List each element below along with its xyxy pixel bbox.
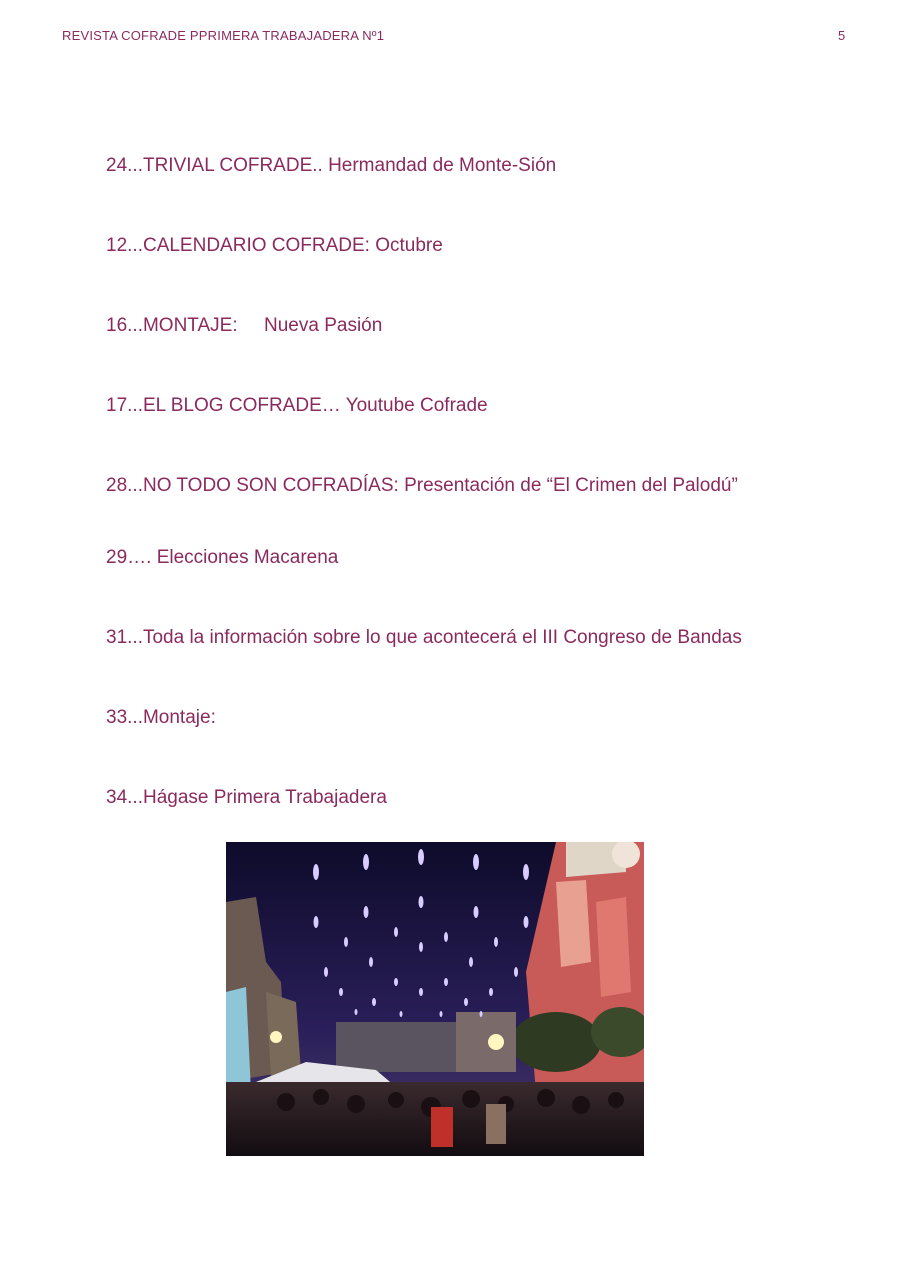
street-lights-photo xyxy=(226,842,644,1156)
toc-item: 17...EL BLOG COFRADE… Youtube Cofrade xyxy=(106,395,488,416)
toc-item: 12...CALENDARIO COFRADE: Octubre xyxy=(106,235,443,256)
toc-item: 29…. Elecciones Macarena xyxy=(106,547,339,568)
toc-item: 16...MONTAJE: Nueva Pasión xyxy=(106,315,383,336)
running-header-title: REVISTA COFRADE PPRIMERA TRABAJADERA Nº1 xyxy=(62,28,385,43)
toc-item: 24...TRIVIAL COFRADE.. Hermandad de Monte-Sión xyxy=(106,155,557,176)
page-number: 5 xyxy=(838,28,846,43)
photo-illustration xyxy=(226,842,644,1156)
toc-item: 31...Toda la información sobre lo que acontecerá el III Congreso de Bandas xyxy=(106,627,742,648)
toc-item: 28...NO TODO SON COFRADÍAS: Presentación de “El Crimen del Palodú” xyxy=(106,475,738,496)
toc-item: 34...Hágase Primera Trabajadera xyxy=(106,787,387,808)
toc-item: 33...Montaje: xyxy=(106,707,216,728)
